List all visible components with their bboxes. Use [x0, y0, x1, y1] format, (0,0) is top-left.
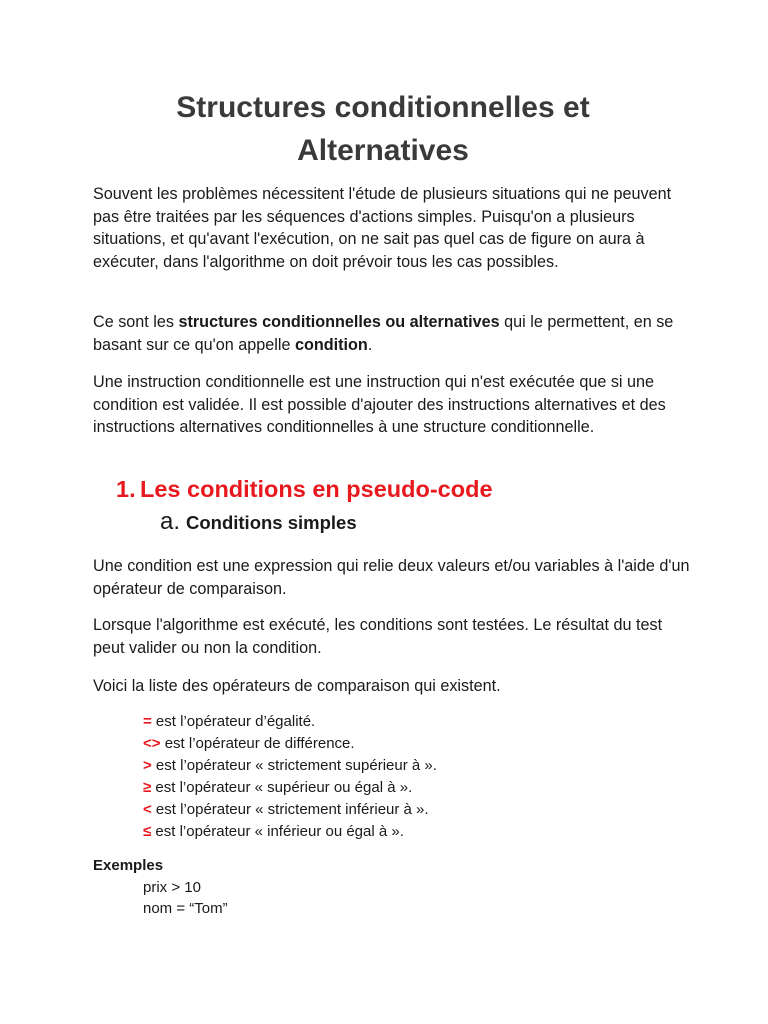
body-paragraph-6: Voici la liste des opérateurs de comparaison qui existent. [93, 677, 501, 695]
operator-item [143, 799, 437, 821]
page-title: Structures conditionnelles et Alternatives [176, 91, 590, 167]
operator-description: est l’opérateur « strictement supérieur à ». [151, 757, 437, 774]
operator-item [143, 733, 437, 755]
p2-text-start: Ce sont les [93, 313, 179, 331]
operator-symbol: <> [143, 735, 161, 752]
section-number: 1. [116, 476, 136, 502]
p2-text-middle: qui le permettent, en se basant sur ce qu'on appelle [93, 313, 674, 354]
subsection-letter: a. [160, 508, 181, 535]
example-item: nom = “Tom” [143, 900, 228, 917]
examples-list [143, 877, 228, 919]
operator-item [143, 821, 437, 843]
operator-description: est l’opérateur d’égalité. [151, 713, 316, 730]
subsection-heading-a [160, 508, 357, 536]
operator-description: est l’opérateur « strictement inférieur à ». [151, 801, 429, 818]
intro-paragraph-2 [93, 311, 693, 356]
operator-item [143, 711, 437, 733]
operator-description: est l’opérateur de différence. [160, 735, 355, 752]
operator-list [143, 711, 437, 843]
section-title: Les conditions en pseudo-code [140, 476, 493, 502]
operator-item [143, 755, 437, 777]
operator-description: est l’opérateur « supérieur ou égal à ». [151, 779, 413, 796]
body-paragraph-4: Une condition est une expression qui relie deux valeurs et/ou variables à l'aide d'un opérateur de comparaison. [93, 557, 690, 598]
p2-bold-condition: condition [294, 335, 368, 354]
operator-symbol: ≥ [143, 779, 152, 796]
operator-symbol: > [143, 757, 152, 774]
subsection-title: Conditions simples [186, 512, 357, 533]
examples-heading: Exemples [93, 857, 164, 874]
intro-paragraph-1: Souvent les problèmes nécessitent l'étude de plusieurs situations qui ne peuvent pas être traitées par les séquences d'actions simples. Puisqu'on a plusieurs situations, et qu'avant l'exécution, on ne sait pas quel cas de figure on aura à exécuter, dans l'algorithme on doit prévoir tous les cas possibles. [93, 185, 672, 271]
operator-symbol: < [143, 801, 152, 818]
p2-bold-structures: structures conditionnelles ou alternatives [178, 313, 500, 331]
body-paragraph-5: Lorsque l'algorithme est exécuté, les conditions sont testées. Le résultat du test peut valider ou non la condition. [93, 616, 663, 657]
p2-text-end: . [367, 335, 373, 354]
section-heading-1 [116, 476, 493, 503]
intro-paragraph-3: Une instruction conditionnelle est une instruction qui n'est exécutée que si une condition est validée. Il est possible d'ajouter des instructions alternatives et des instructions alternatives conditionnelles à une structure conditionnelle. [93, 373, 666, 436]
operator-item [143, 777, 437, 799]
operator-symbol: ≤ [143, 823, 152, 840]
operator-symbol: = [143, 713, 152, 730]
operator-description: est l’opérateur « inférieur ou égal à ». [151, 823, 404, 840]
example-item: prix > 10 [143, 879, 201, 896]
